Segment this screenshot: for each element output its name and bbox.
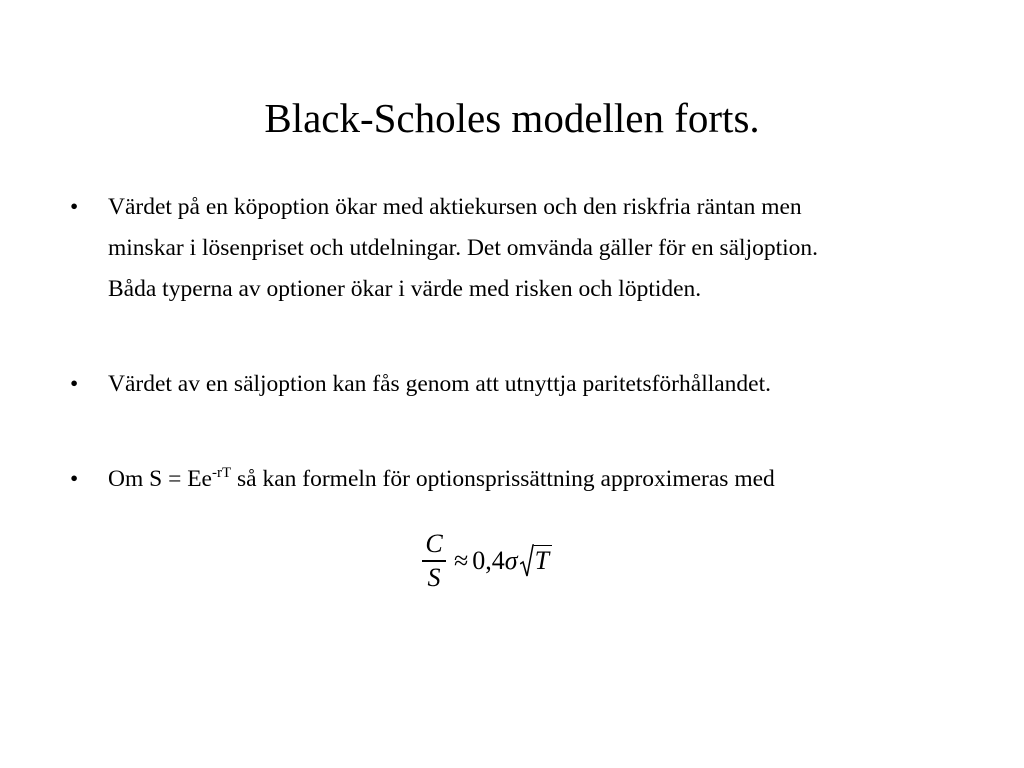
fraction-numerator: C [425,529,443,559]
fraction-bar [422,560,446,562]
bullet-text-suffix: så kan formeln för optionsprissättning approximeras med [231,466,775,492]
bullet-text-prefix: Om S = Ee [108,466,212,492]
bullet-line: Värdet på en köpoption ökar med aktiekursen och den riskfria räntan men [108,194,802,220]
bullet-list [70,187,990,500]
bullet-line: minskar i lösenpriset och utdelningar. Det omvända gäller för en säljoption. [108,235,819,261]
bullet-marker: • [70,371,79,397]
bullet-item-put-parity [70,364,990,405]
radicand: T [534,545,552,576]
coefficient: 0,4 [472,546,505,575]
exponent-superscript: -rT [211,465,232,481]
bullet-line [108,459,990,500]
radical-sign-icon [520,544,534,578]
slide-title: Black-Scholes modellen forts. [264,95,760,141]
square-root [520,544,552,578]
bullet-item-value-call [70,187,990,310]
bullet-marker: • [70,194,79,220]
approximation-formula [422,526,552,596]
fraction-denominator: S [427,562,441,592]
sigma-symbol: σ [504,546,518,575]
bullet-line: Värdet av en säljoption kan fås genom att utnyttja paritetsförhållandet. [108,371,772,397]
bullet-item-approximation [70,459,990,500]
bullet-marker: • [70,466,79,492]
fraction [422,530,446,592]
bullet-line: Båda typerna av optioner ökar i värde med risken och löptiden. [108,276,702,302]
approx-symbol: ≈ [454,546,469,575]
